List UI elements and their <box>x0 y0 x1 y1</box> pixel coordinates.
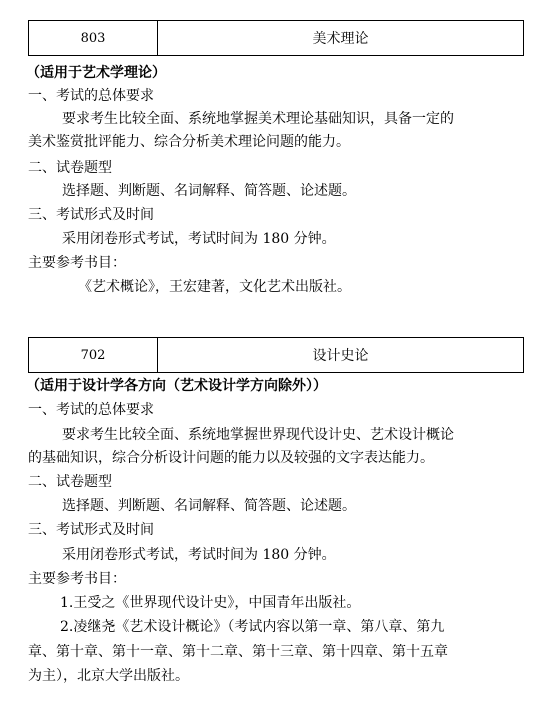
reference-item-1: 1.王受之《世界现代设计史》，中国青年出版社。 <box>60 595 361 611</box>
subject-code: 803 <box>29 21 158 55</box>
question-types-heading: 二、试卷题型 <box>28 474 112 490</box>
requirements-heading: 一、考试的总体要求 <box>28 402 154 418</box>
requirements-heading: 一、考试的总体要求 <box>28 88 154 104</box>
question-types-text: 选择题、判断题、名词解释、简答题、论述题。 <box>62 183 356 199</box>
exam-format-heading: 三、考试形式及时间 <box>28 207 154 223</box>
exam-format-text: 采用闭卷形式考试，考试时间为 180 分钟。 <box>62 231 336 247</box>
requirements-text-line-1: 要求考生比较全面、系统地掌握世界现代设计史、艺术设计概论 <box>62 427 454 443</box>
references-heading: 主要参考书目： <box>28 255 126 271</box>
subject-header-table <box>28 20 524 56</box>
requirements-text-line-2: 的基础知识，综合分析设计问题的能力以及较强的文字表达能力。 <box>28 450 434 466</box>
applicable-scope: （适用于设计学各方向（艺术设计学方向除外）） <box>26 378 327 394</box>
reference-item-2-line-2: 章、第十章、第十一章、第十二章、第十三章、第十四章、第十五章 <box>28 644 448 660</box>
subject-code: 702 <box>29 338 158 372</box>
requirements-text-line-1: 要求考生比较全面、系统地掌握美术理论基础知识，具备一定的 <box>62 111 454 127</box>
subject-name: 设计史论 <box>312 348 369 364</box>
applicable-scope: （适用于艺术学理论） <box>26 65 166 81</box>
subject-803-section <box>26 20 524 295</box>
reference-item-2-line-1: 2.凌继尧《艺术设计概论》（考试内容以第一章、第八章、第九 <box>60 619 445 635</box>
subject-header-table <box>28 337 524 373</box>
exam-format-heading: 三、考试形式及时间 <box>28 522 154 538</box>
subject-name: 美术理论 <box>312 31 369 47</box>
question-types-heading: 二、试卷题型 <box>28 160 112 176</box>
references-heading: 主要参考书目： <box>28 571 126 587</box>
reference-item-2-line-3: 为主），北京大学出版社。 <box>28 668 189 684</box>
question-types-text: 选择题、判断题、名词解释、简答题、论述题。 <box>62 498 356 514</box>
requirements-text-line-2: 美术鉴赏批评能力、综合分析美术理论问题的能力。 <box>28 134 350 150</box>
reference-item: 《艺术概论》，王宏建著，文化艺术出版社。 <box>78 279 351 295</box>
subject-702-section <box>26 337 524 684</box>
exam-format-text: 采用闭卷形式考试，考试时间为 180 分钟。 <box>62 547 336 563</box>
